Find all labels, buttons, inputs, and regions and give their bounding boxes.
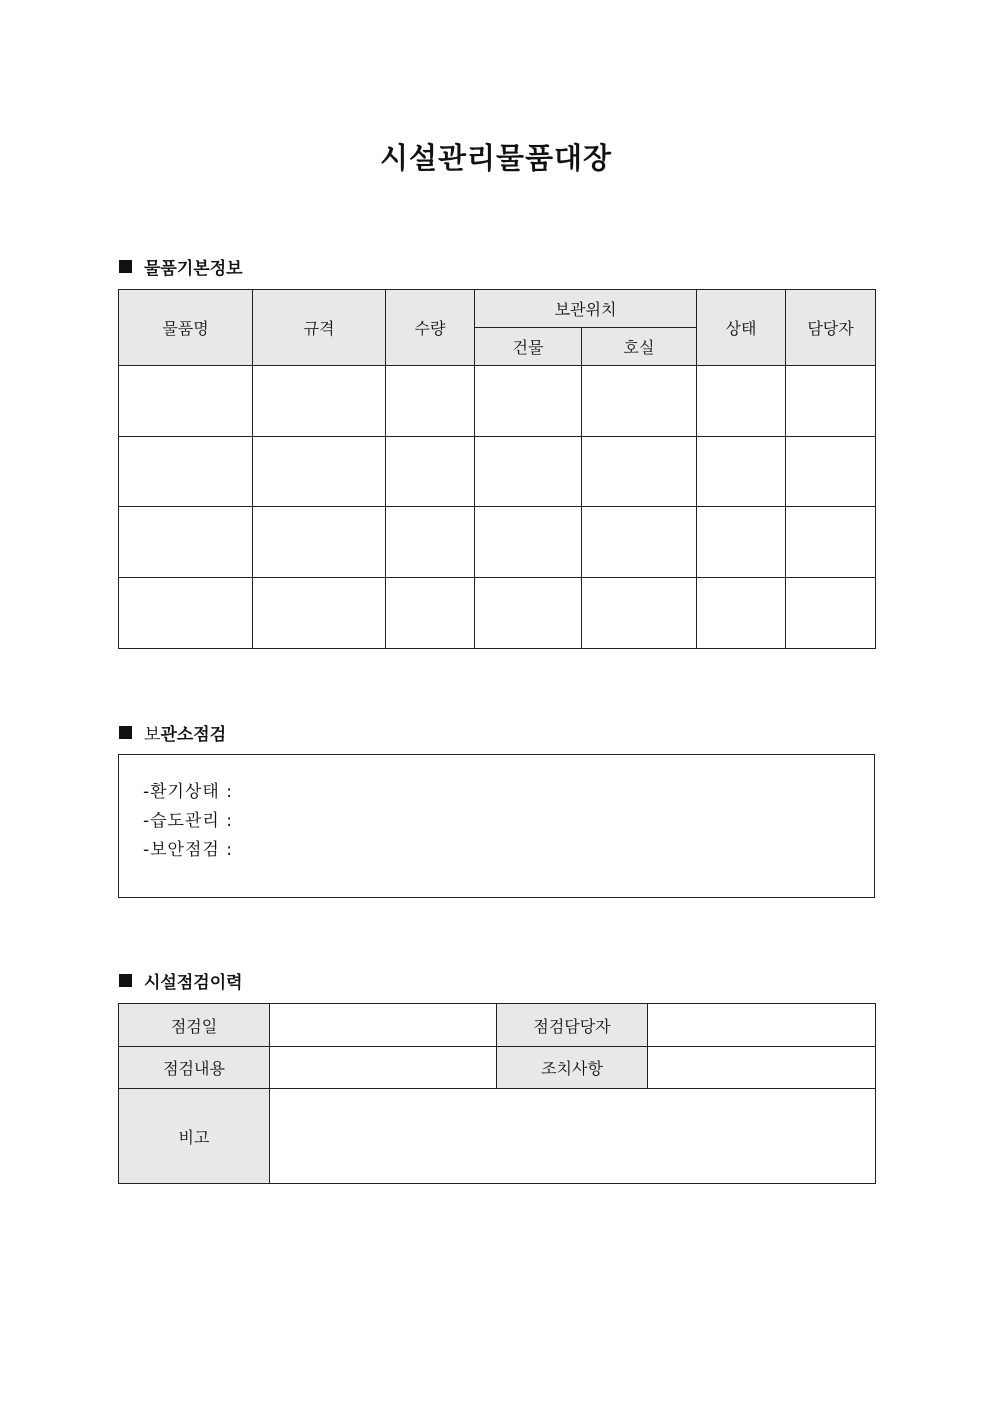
check-line-humidity[interactable]: -습도관리 :	[143, 811, 233, 831]
section-title: 물품기본정보	[144, 259, 243, 279]
section-heading-storage-check	[119, 720, 226, 745]
value-inspection-content[interactable]	[270, 1047, 497, 1089]
header-spec: 규격	[253, 290, 386, 366]
inspection-history-table	[118, 1003, 876, 1184]
table-row	[119, 366, 876, 437]
cell-room[interactable]	[582, 366, 697, 437]
label-action-taken: 조치사항	[497, 1047, 648, 1089]
item-basic-info-table	[118, 289, 876, 649]
cell-spec[interactable]	[253, 437, 386, 507]
cell-item-name[interactable]	[119, 366, 253, 437]
cell-status[interactable]	[697, 578, 786, 649]
cell-item-name[interactable]	[119, 437, 253, 507]
cell-quantity[interactable]	[386, 507, 475, 578]
cell-status[interactable]	[697, 366, 786, 437]
header-manager: 담당자	[786, 290, 876, 366]
section-heading-inspection-history	[119, 968, 243, 993]
cell-spec[interactable]	[253, 366, 386, 437]
cell-spec[interactable]	[253, 507, 386, 578]
check-line-ventilation[interactable]: -환기상태 :	[143, 782, 233, 802]
cell-spec[interactable]	[253, 578, 386, 649]
section-title: 시설점검이력	[144, 973, 243, 993]
cell-quantity[interactable]	[386, 366, 475, 437]
table-row	[119, 437, 876, 507]
section-title-prefix: 보	[144, 725, 161, 745]
cell-manager[interactable]	[786, 507, 876, 578]
value-inspection-date[interactable]	[270, 1004, 497, 1047]
cell-quantity[interactable]	[386, 437, 475, 507]
header-building: 건물	[475, 328, 582, 366]
square-bullet-icon	[119, 974, 132, 987]
cell-quantity[interactable]	[386, 578, 475, 649]
header-status: 상태	[697, 290, 786, 366]
cell-manager[interactable]	[786, 578, 876, 649]
cell-status[interactable]	[697, 507, 786, 578]
header-room: 호실	[582, 328, 697, 366]
cell-room[interactable]	[582, 437, 697, 507]
label-inspection-date: 점검일	[119, 1004, 270, 1047]
cell-manager[interactable]	[786, 437, 876, 507]
section-title: 관소점검	[160, 725, 227, 745]
label-inspection-content: 점검내용	[119, 1047, 270, 1089]
value-action-taken[interactable]	[648, 1047, 876, 1089]
cell-building[interactable]	[475, 507, 582, 578]
label-note: 비고	[119, 1089, 270, 1184]
header-item-name: 물품명	[119, 290, 253, 366]
square-bullet-icon	[119, 260, 132, 273]
table-row	[119, 578, 876, 649]
value-note[interactable]	[270, 1089, 876, 1184]
square-bullet-icon	[119, 726, 132, 739]
header-quantity: 수량	[386, 290, 475, 366]
cell-building[interactable]	[475, 366, 582, 437]
check-line-security[interactable]: -보안점검 :	[143, 840, 233, 860]
value-inspector[interactable]	[648, 1004, 876, 1047]
cell-room[interactable]	[582, 507, 697, 578]
cell-room[interactable]	[582, 578, 697, 649]
page-title: 시설관리물품대장	[379, 141, 613, 175]
storage-check-box	[118, 754, 875, 898]
cell-item-name[interactable]	[119, 578, 253, 649]
cell-building[interactable]	[475, 437, 582, 507]
header-location: 보관위치	[475, 290, 697, 328]
cell-status[interactable]	[697, 437, 786, 507]
table-row	[119, 507, 876, 578]
cell-item-name[interactable]	[119, 507, 253, 578]
cell-manager[interactable]	[786, 366, 876, 437]
section-heading-basic-info	[119, 254, 243, 279]
cell-building[interactable]	[475, 578, 582, 649]
label-inspector: 점검담당자	[497, 1004, 648, 1047]
